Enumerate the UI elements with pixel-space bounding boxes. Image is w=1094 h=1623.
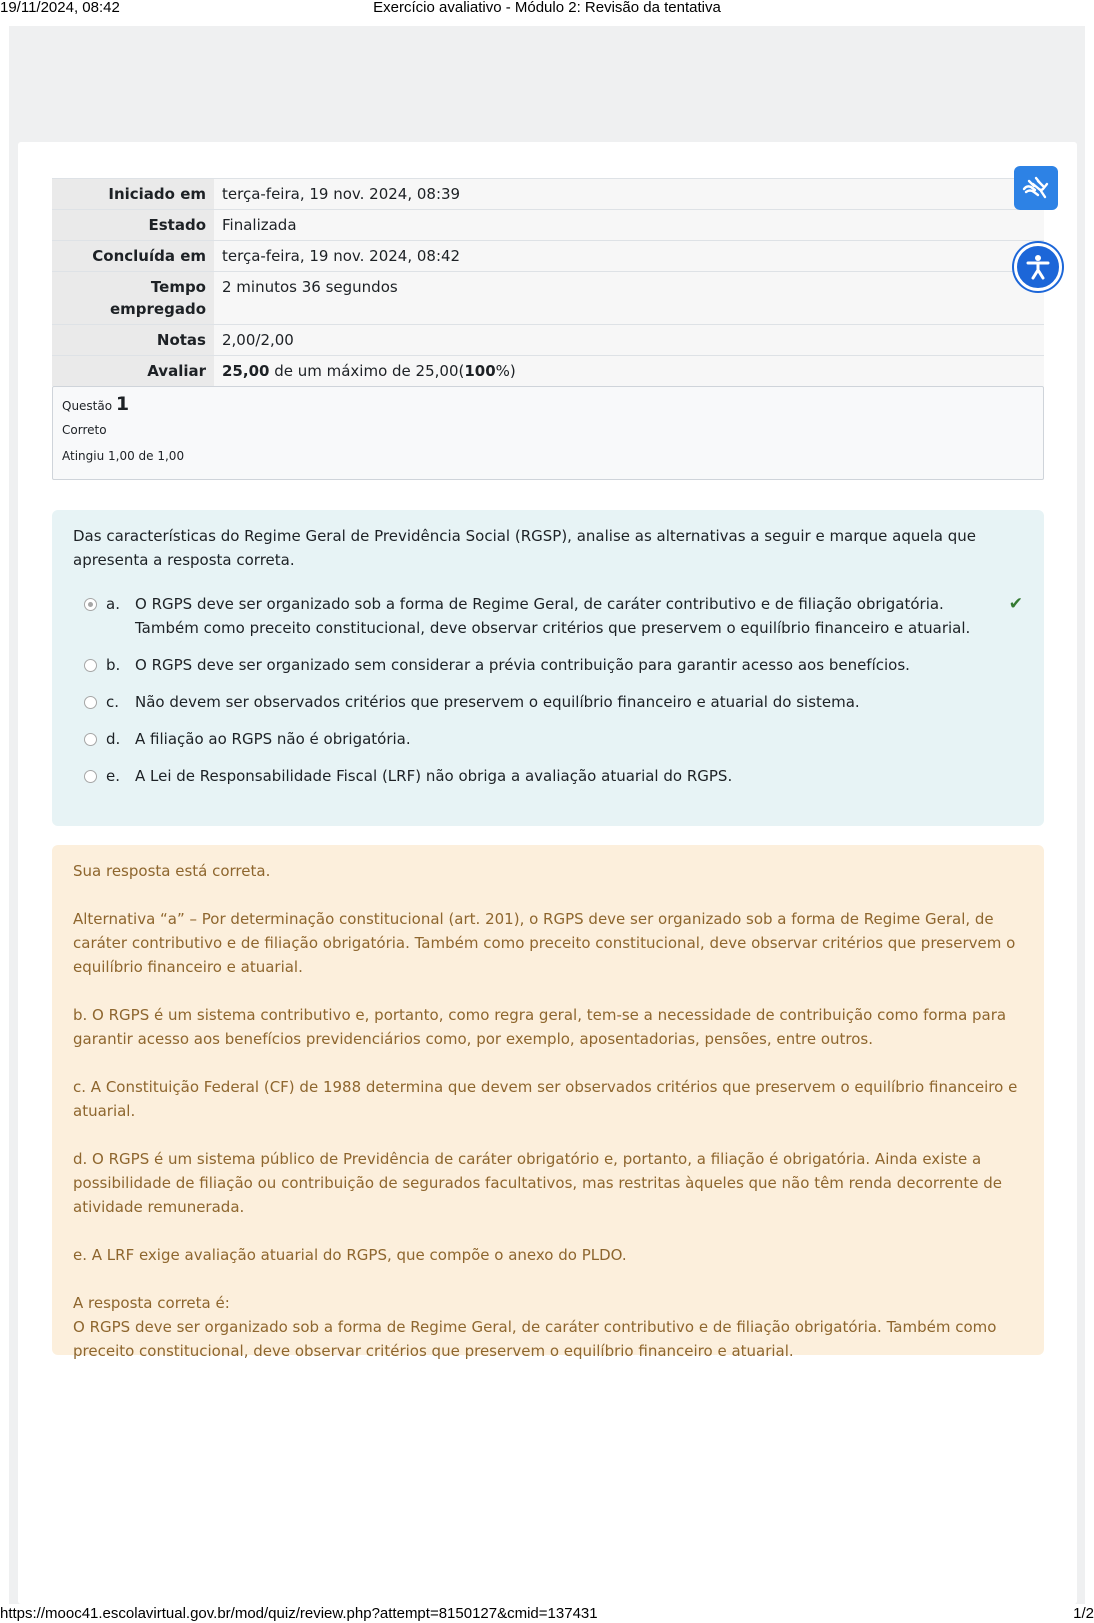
sign-language-button[interactable]: [1014, 166, 1058, 210]
option-text: A Lei de Responsabilidade Fiscal (LRF) não obriga a avaliação atuarial do RGPS.: [135, 767, 733, 785]
feedback-box: [52, 845, 1044, 1360]
summary-value: 2 minutos 36 segundos: [214, 272, 1044, 325]
radio[interactable]: [84, 659, 97, 672]
grade-percent: 100: [464, 362, 496, 380]
feedback-status: Sua resposta está correta.: [73, 862, 271, 880]
accessibility-icon: [1023, 252, 1053, 282]
summary-label: Tempo empregado: [52, 272, 214, 325]
print-url: https://mooc41.escolavirtual.gov.br/mod/quiz/review.php?attempt=8150127&cmid=137431: [0, 1605, 598, 1622]
option-letter: c.: [106, 693, 120, 711]
option-letter: e.: [106, 767, 120, 785]
summary-row-marks: [52, 325, 1044, 356]
option-text: O RGPS deve ser organizado sem considerar a prévia contribuição para garantir acesso aos benefícios.: [135, 656, 910, 674]
summary-label: Estado: [52, 210, 214, 241]
question-grade: Atingiu 1,00 de 1,00: [62, 449, 185, 463]
radio[interactable]: [84, 696, 97, 709]
summary-label: Notas: [52, 325, 214, 356]
question-formulation: [52, 510, 1044, 826]
feedback-item: c. A Constituição Federal (CF) de 1988 determina que devem ser observados critérios que preservem o equilíbrio financeiro e atuarial.: [73, 1078, 1018, 1120]
summary-row-completed: [52, 241, 1044, 272]
feedback-item: Alternativa “a” – Por determinação constitucional (art. 201), o RGPS deve ser organizado sob a forma de Regime Geral, de caráter contributivo e de filiação obrigatória. Também como preceito constitucional, deve observar critérios que preservem o equilíbrio financeiro e atuarial.: [73, 910, 1016, 976]
summary-label: Iniciado em: [52, 179, 214, 210]
summary-row-time-taken: [52, 272, 1044, 325]
answer-option-e[interactable]: [73, 764, 1023, 788]
question-text: Das características do Regime Geral de Previdência Social (RGSP), analise as alternativas a seguir e marque aquela que apresenta a resposta correta.: [73, 527, 977, 569]
summary-row-started: [52, 179, 1044, 210]
right-answer: O RGPS deve ser organizado sob a forma de Regime Geral, de caráter contributivo e de filiação obrigatória. Também como preceito constitucional, deve observar critérios que preservem o equilíbrio financeiro e atuarial.: [73, 1318, 997, 1360]
summary-label: Avaliar: [52, 356, 214, 387]
answer-option-c[interactable]: [73, 690, 1023, 714]
grade-middle: de um máximo de 25,00(: [269, 362, 465, 380]
option-text: O RGPS deve ser organizado sob a forma de Regime Geral, de caráter contributivo e de filiação obrigatória. Também como preceito constitucional, deve observar critérios que preservem o equilíbrio financeiro e atuarial.: [135, 595, 971, 637]
grade-suffix: %): [495, 362, 516, 380]
option-text: A filiação ao RGPS não é obrigatória.: [135, 730, 411, 748]
question-state: Correto: [62, 423, 107, 437]
question-prefix: Questão: [62, 399, 113, 413]
question-number-value: 1: [115, 393, 130, 415]
right-answer-label: A resposta correta é:: [73, 1294, 230, 1312]
print-footer: [0, 1605, 1094, 1623]
option-letter: b.: [106, 656, 121, 674]
answer-option-d[interactable]: [73, 727, 1023, 751]
print-page-number: 1/2: [1073, 1605, 1094, 1622]
question-info-box: [52, 386, 1044, 480]
radio[interactable]: [84, 770, 97, 783]
summary-value: 2,00/2,00: [214, 325, 1044, 356]
answer-option-a[interactable]: [73, 592, 1023, 640]
radio[interactable]: [84, 733, 97, 746]
option-letter: d.: [106, 730, 121, 748]
summary-row-grade: [52, 356, 1044, 387]
summary-row-state: [52, 210, 1044, 241]
summary-label: Concluída em: [52, 241, 214, 272]
summary-value: terça-feira, 19 nov. 2024, 08:39: [214, 179, 1044, 210]
option-letter: a.: [106, 595, 120, 613]
answer-options: [73, 592, 1023, 788]
feedback-item: b. O RGPS é um sistema contributivo e, portanto, como regra geral, tem-se a necessidade de contribuição como forma para garantir acesso aos benefícios previdenciários como, por exemplo, aposentadorias, pensões, entre outros.: [73, 1006, 1007, 1048]
print-datetime: 19/11/2024, 08:42: [0, 0, 120, 16]
summary-value: Finalizada: [214, 210, 1044, 241]
radio-selected[interactable]: [84, 598, 97, 611]
print-title: Exercício avaliativo - Módulo 2: Revisão da tentativa: [373, 0, 721, 16]
hand-sign-icon: [1021, 175, 1051, 201]
question-number: [62, 393, 1034, 417]
summary-value: terça-feira, 19 nov. 2024, 08:42: [214, 241, 1044, 272]
option-text: Não devem ser observados critérios que preservem o equilíbrio financeiro e atuarial do sistema.: [135, 693, 860, 711]
attempt-summary-table: [52, 178, 1044, 386]
accessibility-button[interactable]: [1014, 243, 1062, 291]
feedback-item: e. A LRF exige avaliação atuarial do RGPS, que compõe o anexo do PLDO.: [73, 1246, 627, 1264]
summary-grade-value: [214, 356, 1044, 387]
answer-option-b[interactable]: [73, 653, 1023, 677]
grade-score: 25,00: [222, 362, 270, 380]
check-icon: ✔: [1008, 594, 1023, 614]
feedback-item: d. O RGPS é um sistema público de Previdência de caráter obrigatório e, portanto, a filiação é obrigatória. Ainda existe a possibilidade de filiação ou contribuição de segurados facultativos, mas restritas àqueles que não têm renda decorrente de atividade remunerada.: [73, 1150, 1003, 1216]
print-header: [0, 0, 1094, 18]
